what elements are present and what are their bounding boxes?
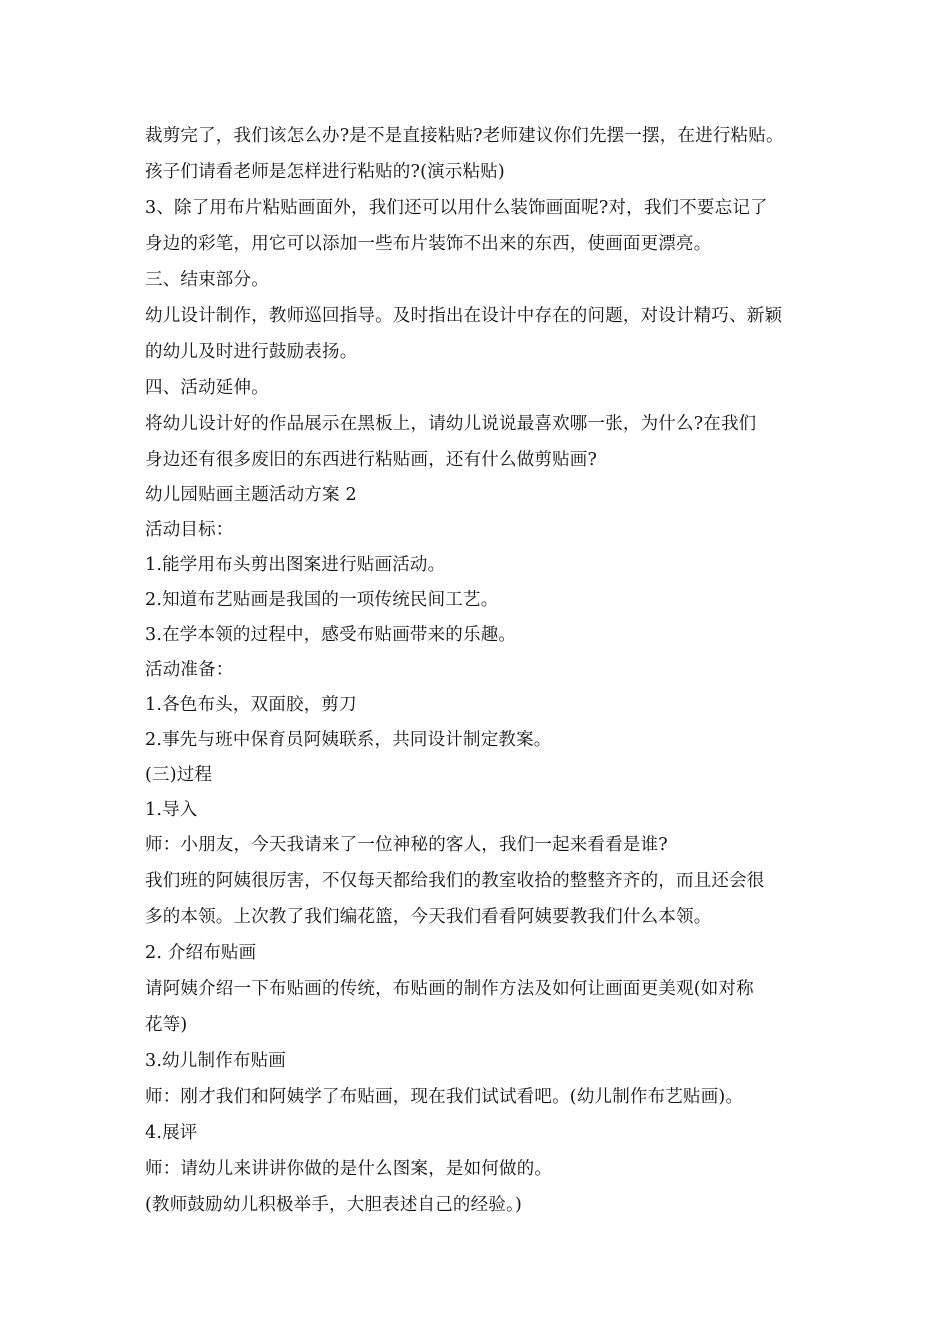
text-line: 身边的彩笔，用它可以添加一些布片装饰不出来的东西，使画面更漂亮。 <box>145 234 712 254</box>
list-item: 4.展评 <box>145 1123 198 1143</box>
text-line: 的幼儿及时进行鼓励表扬。 <box>145 342 358 362</box>
section-heading: 活动目标： <box>145 520 234 540</box>
section-heading: 四、活动延伸。 <box>145 378 269 398</box>
text-line: (教师鼓励幼儿积极举手，大胆表述自己的经验。) <box>145 1195 523 1215</box>
section-heading: 活动准备： <box>145 660 234 680</box>
list-item: 2.事先与班中保育员阿姨联系，共同设计制定教案。 <box>145 730 552 750</box>
text-line: 裁剪完了，我们该怎么办?是不是直接粘贴?老师建议你们先摆一摆，在进行粘贴。 <box>145 126 784 146</box>
text-line: 幼儿设计制作，教师巡回指导。及时指出在设计中存在的问题，对设计精巧、新颖 <box>145 306 783 326</box>
text-line: 师：小朋友，今天我请来了一位神秘的客人，我们一起来看看是谁? <box>145 835 668 855</box>
section-heading: 三、结束部分。 <box>145 270 269 290</box>
list-item: 1.能学用布头剪出图案进行贴画活动。 <box>145 555 446 575</box>
text-line: 3、除了用布片粘贴画面外，我们还可以用什么装饰画面呢?对，我们不要忘记了 <box>145 198 768 218</box>
list-item: 3.幼儿制作布贴画 <box>145 1051 286 1071</box>
text-line: 花等) <box>145 1015 188 1035</box>
text-line: 多的本领。上次教了我们编花篮，今天我们看看阿姨要教我们什么本领。 <box>145 907 712 927</box>
document-body <box>145 118 825 1223</box>
list-item: 2.知道布艺贴画是我国的一项传统民间工艺。 <box>145 590 499 610</box>
document-title: 幼儿园贴画主题活动方案 2 <box>145 485 357 505</box>
text-line: 将幼儿设计好的作品展示在黑板上，请幼儿说说最喜欢哪一张，为什么?在我们 <box>145 414 757 434</box>
list-item: 1.导入 <box>145 800 198 820</box>
section-heading: (三)过程 <box>145 765 213 785</box>
list-item: 2. 介绍布贴画 <box>145 943 257 963</box>
text-line: 身边还有很多废旧的东西进行粘贴画，还有什么做剪贴画? <box>145 450 598 470</box>
text-line: 请阿姨介绍一下布贴画的传统，布贴画的制作方法及如何让画面更美观(如对称 <box>145 979 754 999</box>
text-line: 师：请幼儿来讲讲你做的是什么图案，是如何做的。 <box>145 1159 553 1179</box>
list-item: 1.各色布头，双面胶，剪刀 <box>145 695 357 715</box>
list-item: 3.在学本领的过程中，感受布贴画带来的乐趣。 <box>145 625 517 645</box>
text-line: 孩子们请看老师是怎样进行粘贴的?(演示粘贴) <box>145 162 505 182</box>
text-line: 我们班的阿姨很厉害，不仅每天都给我们的教室收拾的整整齐齐的，而且还会很 <box>145 871 765 891</box>
text-line: 师：刚才我们和阿姨学了布贴画，现在我们试试看吧。(幼儿制作布艺贴画)。 <box>145 1087 744 1107</box>
